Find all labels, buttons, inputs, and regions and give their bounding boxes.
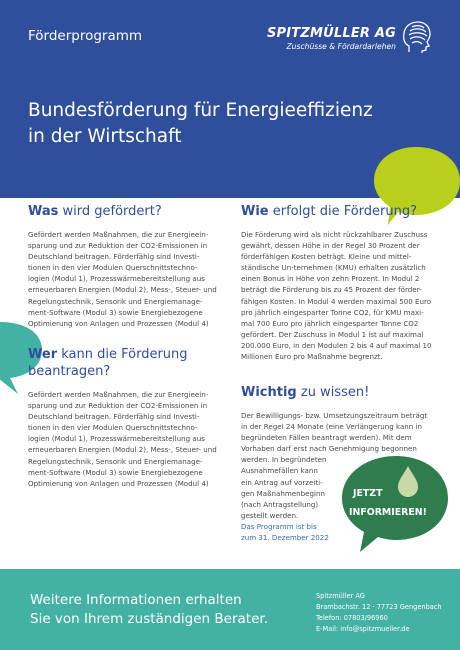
text-line: Gefördert werden Maßnahmen, die zur Energieein- bbox=[28, 390, 209, 399]
text-line: einen Bonus in Höhe von zehn Prozent. In Modul 2 bbox=[241, 274, 420, 284]
contact-email[interactable]: E-Mail: info@spitzmueller.de bbox=[316, 625, 410, 633]
section-what-body bbox=[28, 229, 228, 329]
text-line: ment-Software (Modul 3) sowie Energiebezogene bbox=[28, 467, 203, 477]
text-line: Regelungstechnik, Sensorik und Energiemanage- bbox=[28, 456, 203, 466]
text-line: gefördert. Der Zuschuss in Modul 1 ist auf maximal bbox=[241, 329, 424, 339]
section-who bbox=[28, 346, 228, 489]
footer-line-2: Sie von Ihrem zuständigen Berater. bbox=[30, 611, 268, 627]
text-line: ein Antrag auf vorzeiti- bbox=[241, 477, 323, 487]
section-who-body bbox=[28, 389, 228, 489]
text-line: ment-Software (Modul 3) sowie Energiebezogene bbox=[28, 307, 203, 317]
text-line: Der Bewilligungs- bzw. Umsetzungszeitraum beträgt bbox=[241, 411, 428, 420]
section-how-title bbox=[241, 203, 441, 220]
text-line: förderfähigen Kosten beträgt. Kleine und mittel- bbox=[241, 252, 412, 262]
text-line: werden. In begründeten bbox=[241, 455, 327, 465]
footer-message bbox=[30, 591, 268, 629]
cta-line-2: INFORMIEREN! bbox=[349, 507, 427, 518]
text-line: Das Programm ist bis bbox=[241, 521, 317, 531]
text-line: Millionen Euro pro Maßnahme begrenzt. bbox=[241, 352, 383, 362]
text-line: sparung und zur Reduktion der CO2-Emissionen in bbox=[28, 401, 208, 411]
text-line: Die Förderung wird als nicht rückzahlbarer Zuschuss bbox=[241, 230, 428, 239]
text-line: Deutschland beitragen. Förderfähig sind Investi- bbox=[28, 252, 200, 262]
section-what bbox=[28, 203, 228, 329]
footer-band bbox=[0, 569, 460, 650]
section-how bbox=[241, 203, 441, 362]
program-kicker: Förderprogramm bbox=[28, 28, 143, 44]
text-line: logien (Modul 1), Prozesswärmebereitstellung aus bbox=[28, 274, 205, 284]
section-what-title bbox=[28, 203, 228, 220]
text-line: in der Regel 24 Monate (eine Verlängerung kann in bbox=[241, 422, 423, 432]
text-line: ständische Un-ternehmen (KMU) erhalten zusätzlich bbox=[241, 263, 426, 273]
section-who-title bbox=[28, 346, 228, 380]
text-line: logien (Modul 1), Prozesswärmebereitstellung aus bbox=[28, 434, 205, 444]
section-what-title-rest: wird gefördert? bbox=[58, 204, 162, 219]
section-who-title-bold: Wer bbox=[28, 347, 58, 362]
section-who-title-rest: kann die Förderung bbox=[57, 347, 188, 362]
text-line: erneuerbaren Energien (Modul 2), Mess-, Steuer- und bbox=[28, 285, 217, 295]
text-line: gewährt, dessen Höhe in der Regel 30 Prozent der bbox=[241, 241, 420, 251]
text-line: 200.000 Euro, in den Modulen 2 bis 4 auf maximal 10 bbox=[241, 340, 432, 350]
text-line: beträgt die Förderung bis zu 45 Prozent der förder- bbox=[241, 285, 422, 295]
contact-block bbox=[316, 591, 442, 635]
contact-phone[interactable]: Telefon: 07803/96960 bbox=[316, 614, 388, 622]
section-who-title-line-2: beantragen? bbox=[28, 364, 111, 379]
text-line: Optimierung von Anlagen und Prozessen (Modul 4) bbox=[28, 318, 209, 328]
head-profile-icon bbox=[400, 20, 432, 54]
footer-line-1: Weitere Informationen erhalten bbox=[30, 592, 242, 608]
text-line: Gefördert werden Maßnahmen, die zur Energieein- bbox=[28, 230, 209, 239]
page-title bbox=[28, 98, 428, 150]
text-line: fähigen Kosten. In Modul 4 werden maximal 500 Euro bbox=[241, 296, 432, 306]
cta-line-1: JETZT bbox=[353, 488, 383, 499]
section-important-title bbox=[241, 384, 451, 401]
text-line: (nach Antragstellung) bbox=[241, 499, 319, 509]
text-line: sparung und zur Reduktion der CO2-Emissionen in bbox=[28, 241, 208, 251]
section-how-body bbox=[241, 229, 441, 362]
text-line: Optimierung von Anlagen und Prozessen (Modul 4) bbox=[28, 478, 209, 488]
cta-label[interactable] bbox=[349, 487, 447, 520]
section-important-title-rest: zu wissen! bbox=[296, 385, 370, 400]
contact-company: Spitzmüller AG bbox=[316, 592, 365, 600]
logo-name: SPITZMÜLLER AG bbox=[266, 26, 396, 41]
section-how-title-bold: Wie bbox=[241, 204, 269, 219]
section-important-title-bold: Wichtig bbox=[241, 385, 297, 400]
page-title-line-1: Bundesförderung für Energieeffizienz bbox=[28, 100, 373, 121]
text-line: pro jährlich eingesparter Tonne CO2, für KMU maxi- bbox=[241, 307, 424, 317]
text-line: zum 31. Dezember 2022 bbox=[241, 533, 329, 543]
section-what-title-bold: Was bbox=[28, 204, 59, 219]
logo-tagline: Zuschüsse & Fördardarlehen bbox=[286, 42, 396, 51]
text-line: gestellt werden. bbox=[241, 510, 299, 520]
text-line: begründeten Fällen beantragt werden). Mit dem bbox=[241, 433, 412, 443]
text-line: mal 700 Euro pro jährlich eingesparter Tonne CO2 bbox=[241, 318, 419, 328]
text-line: Deutschland beitragen. Förderfähig sind Investi- bbox=[28, 412, 200, 422]
text-line: tionen in den vier Modulen Querschnittstechno- bbox=[28, 423, 198, 433]
text-line: Vorhaben darf erst nach Genehmigung begonnen bbox=[241, 444, 417, 454]
company-logo[interactable] bbox=[267, 26, 432, 51]
text-line: gen Maßnahmenbeginn bbox=[241, 488, 325, 498]
text-line: tionen in den vier Modulen Querschnittstechno- bbox=[28, 263, 198, 273]
text-line: Regelungstechnik, Sensorik und Energiemanage- bbox=[28, 296, 203, 306]
page-title-line-2: in der Wirtschaft bbox=[28, 126, 182, 147]
text-line: Ausnahmefällen kann bbox=[241, 466, 318, 476]
text-line: erneuerbaren Energien (Modul 2), Mess-, Steuer- und bbox=[28, 445, 217, 455]
section-how-title-rest: erfolgt die Förderung? bbox=[268, 204, 418, 219]
contact-address: Brambachstr. 12 · 77723 Gengenbach bbox=[316, 603, 442, 611]
